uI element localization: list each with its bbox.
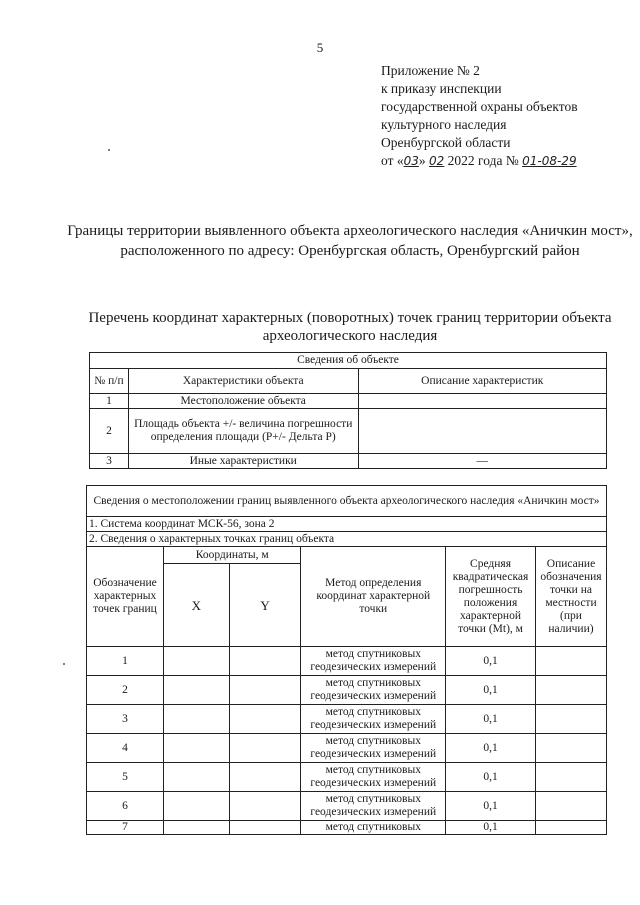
point-method: метод спутниковых геодезических измерений	[301, 734, 446, 763]
point-method: метод спутниковых геодезических измерений	[301, 705, 446, 734]
table-row	[87, 676, 607, 705]
boundary-table-header: Сведения о местоположении границ выявленного объекта археологического наследия «Аничкин мост»	[87, 486, 607, 517]
table-row	[87, 734, 607, 763]
row-description	[358, 409, 607, 454]
row-description	[358, 394, 607, 409]
point-error: 0,1	[446, 821, 536, 835]
scan-speck	[63, 663, 65, 665]
col-coordinates-header: Координаты, м	[163, 547, 301, 564]
date-mid: »	[418, 153, 430, 168]
table-row	[87, 647, 607, 676]
appendix-line: Оренбургской области	[381, 135, 511, 150]
row-characteristic: Площадь объекта +/- величина погрешности определения площади (P+/- Дельта P)	[128, 409, 358, 454]
table-row	[87, 821, 607, 835]
point-error: 0,1	[446, 734, 536, 763]
document-title: Границы территории выявленного объекта археологического наследия «Аничкин мост», расположенного по адресу: Оренбургская область, Оренбургский район	[67, 223, 633, 259]
point-description	[535, 763, 606, 792]
point-y	[229, 792, 301, 821]
point-error: 0,1	[446, 705, 536, 734]
coordinate-system: 1. Система координат МСК-56, зона 2	[87, 517, 607, 532]
table-row	[90, 394, 607, 409]
point-error: 0,1	[446, 792, 536, 821]
point-method: метод спутниковых геодезических измерений	[301, 647, 446, 676]
point-description	[535, 647, 606, 676]
point-method: метод спутниковых геодезических измерений	[301, 676, 446, 705]
table-row	[87, 792, 607, 821]
row-description: —	[358, 454, 607, 469]
object-info-header: Сведения об объекте	[90, 353, 607, 369]
point-number: 2	[87, 676, 164, 705]
appendix-line: к приказу инспекции	[381, 81, 502, 96]
point-x	[163, 792, 229, 821]
point-y	[229, 734, 301, 763]
point-description	[535, 734, 606, 763]
point-method: метод спутниковых геодезических измерений	[301, 763, 446, 792]
col-error-header: Средняя квадратическая погрешность положения характерной точки (Mt), м	[446, 547, 536, 647]
point-number: 5	[87, 763, 164, 792]
scan-speck	[108, 149, 110, 151]
point-y	[229, 705, 301, 734]
point-x	[163, 734, 229, 763]
point-y	[229, 821, 301, 835]
appendix-line: государственной охраны объектов	[381, 99, 578, 114]
page-number: 5	[316, 40, 324, 55]
row-characteristic: Местоположение объекта	[128, 394, 358, 409]
point-y	[229, 676, 301, 705]
row-number: 3	[90, 454, 129, 469]
point-x	[163, 676, 229, 705]
point-x	[163, 763, 229, 792]
col-y-header: Y	[229, 564, 301, 647]
point-x	[163, 647, 229, 676]
point-number: 1	[87, 647, 164, 676]
handwritten-month: 02	[429, 154, 445, 168]
point-number: 6	[87, 792, 164, 821]
col-method-header: Метод определения координат характерной точки	[301, 547, 446, 647]
point-number: 4	[87, 734, 164, 763]
point-description	[535, 705, 606, 734]
date-year: 2022 года №	[444, 153, 519, 168]
point-description	[535, 792, 606, 821]
point-error: 0,1	[446, 647, 536, 676]
handwritten-day: 03	[403, 154, 419, 168]
col-x-header: X	[163, 564, 229, 647]
point-number: 7	[87, 821, 164, 835]
col-designation-header: Обозначение характерных точек границ	[87, 547, 164, 647]
table-row	[90, 409, 607, 454]
point-error: 0,1	[446, 763, 536, 792]
point-method: метод спутниковых геодезических измерений	[301, 792, 446, 821]
point-x	[163, 705, 229, 734]
row-characteristic: Иные характеристики	[128, 454, 358, 469]
point-y	[229, 647, 301, 676]
document-subtitle: Перечень координат характерных (поворотных) точек границ территории объекта археологического наследия	[88, 310, 612, 344]
appendix-block	[381, 62, 636, 170]
table-row	[90, 454, 607, 469]
appendix-line: культурного наследия	[381, 117, 507, 132]
row-number: 1	[90, 394, 129, 409]
point-x	[163, 821, 229, 835]
point-y	[229, 763, 301, 792]
table-row	[87, 763, 607, 792]
table-row	[87, 705, 607, 734]
appendix-date-line	[381, 152, 636, 170]
col-characteristic-header: Характеристики объекта	[128, 369, 358, 394]
point-description	[535, 676, 606, 705]
handwritten-order-number: 01-08-29	[522, 154, 577, 168]
appendix-line: Приложение № 2	[381, 63, 480, 78]
point-error: 0,1	[446, 676, 536, 705]
points-heading: 2. Сведения о характерных точках границ объекта	[87, 532, 607, 547]
col-description-header: Описание характеристик	[358, 369, 607, 394]
point-method: метод спутниковых	[301, 821, 446, 835]
boundary-points-table	[86, 485, 607, 835]
date-prefix: от «	[381, 153, 404, 168]
col-point-description-header: Описание обозначения точки на местности (при наличии)	[535, 547, 606, 647]
object-info-table	[89, 352, 607, 469]
point-number: 3	[87, 705, 164, 734]
col-number-header: № п/п	[90, 369, 129, 394]
point-description	[535, 821, 606, 835]
row-number: 2	[90, 409, 129, 454]
